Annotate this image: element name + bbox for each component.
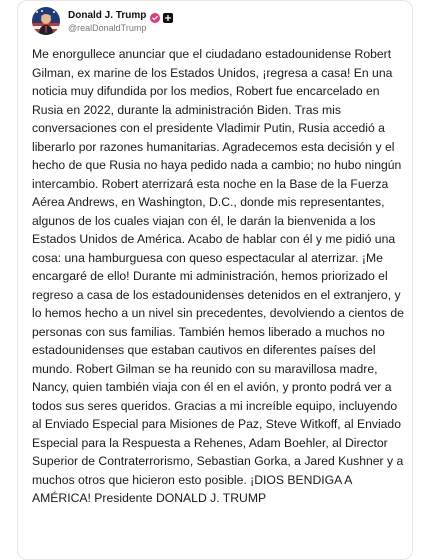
avatar[interactable] bbox=[32, 7, 60, 35]
verified-badge-icon bbox=[150, 10, 160, 20]
handle[interactable]: @realDonaldTrump bbox=[68, 23, 147, 33]
add-follow-icon[interactable] bbox=[163, 10, 173, 20]
post-header bbox=[32, 5, 173, 37]
display-name[interactable]: Donald J. Trump bbox=[68, 9, 147, 21]
name-row bbox=[68, 8, 173, 22]
post-text: Me enorgullece anunciar que el ciudadano estadounidense Robert Gilman, ex marine de los Estados Unidos, ¡regresa a casa! En una noticia muy difundida por los medios, Robert fue encarcelado en Rusia en 2022, durante la administración Biden. Tras mis conversaciones con el presidente Vladimir Putin, Rusia accedió a liberarlo por razones humanitarias. Agradecemos esta decisión y el hecho de que Rusia no haya pedido nada a cambio; no hubo ningún intercambio. Robert aterrizará esta noche en la Base de la Fuerza Aérea Andrews, en Washington, D.C., donde mis representantes, algunos de los cuales viajan con él, le darán la bienvenida a los Estados Unidos de América. Acabo de hablar con él y me pidió una cosa: una hamburguesa con queso espectacular al aterrizar. ¡Me encargaré de ello! Durante mi administración, hemos priorizado el regreso a casa de los estadounidenses detenidos en el extranjero, y lo hemos hecho a un nivel sin precedentes, devolviendo a cientos de personas con sus familias. También hemos liberado a muchos no estadounidenses que estaban cautivos en diferentes países del mundo. Robert Gilman se ha reunido con su maravillosa madre, Nancy, quien también viaja con él en el avión, y pronto podrá ver a todos sus seres queridos. Gracias a mi increíble equipo, incluyendo al Enviado Especial para Misiones de Paz, Steve Witkoff, al Enviado Especial para la Respuesta a Rehenes, Adam Boehler, al Director Superior de Contraterrorismo, Sebastian Gorka, a Jared Kushner y a muchos otros que hicieron esto posible. ¡DIOS BENDIGA A AMÉRICA! Presidente DONALD J. TRUMP bbox=[32, 47, 404, 505]
avatar-flag-portrait-icon bbox=[32, 7, 60, 35]
author-names bbox=[68, 8, 173, 34]
post-card bbox=[17, 0, 413, 560]
